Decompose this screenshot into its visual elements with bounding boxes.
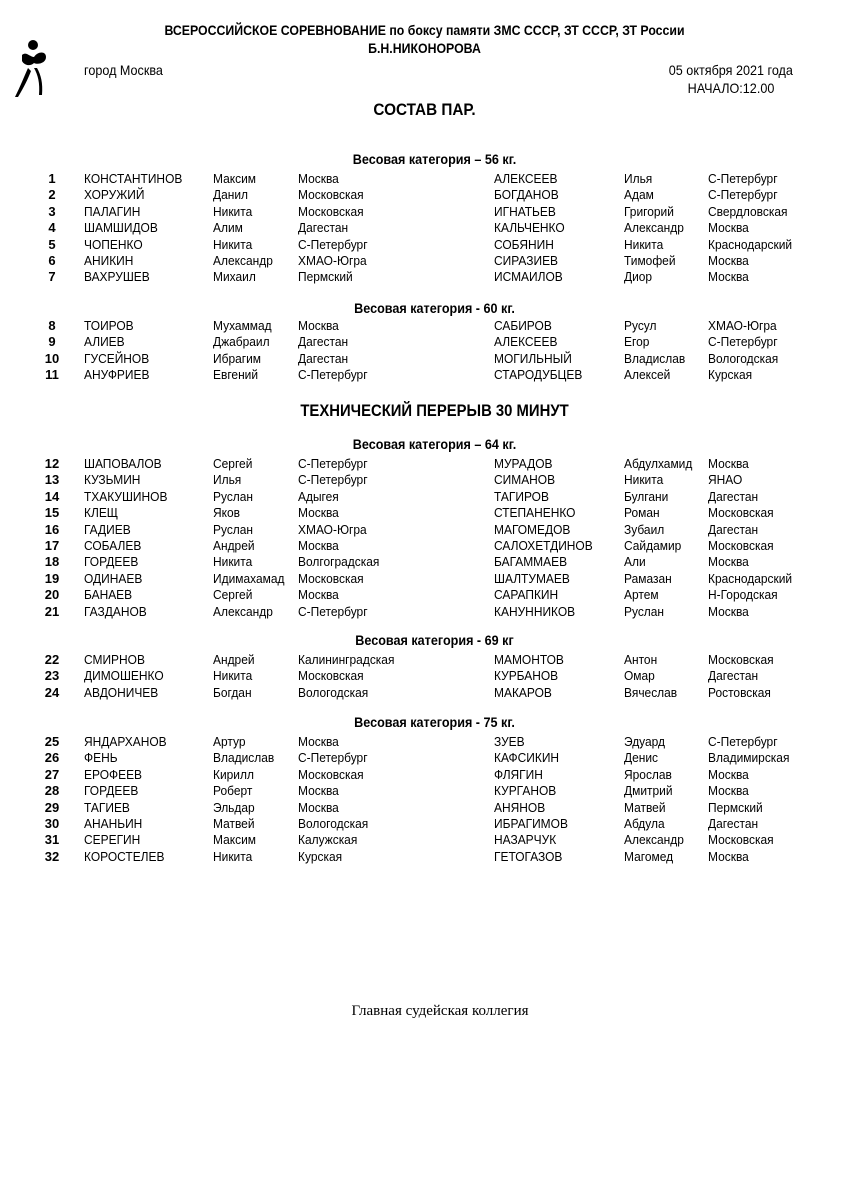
pair-number: 17 xyxy=(44,538,60,553)
blue-corner-region: С-Петербург xyxy=(708,334,778,350)
blue-corner-surname: ТАГИРОВ xyxy=(494,488,549,504)
blue-corner-name: Никита xyxy=(624,236,664,252)
red-corner-surname: ЯНДАРХАНОВ xyxy=(84,734,167,749)
red-corner-surname: ТОИРОВ xyxy=(84,318,134,333)
pair-row xyxy=(0,472,849,488)
blue-corner-region: Курская xyxy=(708,367,753,383)
red-corner-surname: ДИМОШЕНКО xyxy=(84,668,164,684)
red-corner-name: Богдан xyxy=(213,684,252,700)
red-corner-name: Матвей xyxy=(213,816,255,831)
blue-corner-name: Эдуард xyxy=(624,734,666,749)
blue-corner-name: Булгани xyxy=(624,488,669,504)
blue-corner-region: С-Петербург xyxy=(708,187,778,203)
red-corner-surname: ГАДИЕВ xyxy=(84,521,131,537)
blue-corner-surname: АНЯНОВ xyxy=(494,799,546,815)
pair-number: 7 xyxy=(48,269,56,285)
red-corner-region: Пермский xyxy=(298,269,353,285)
red-corner-region: С-Петербург xyxy=(298,603,368,619)
pair-row xyxy=(0,237,849,253)
red-corner-region: Москва xyxy=(298,783,339,799)
red-corner-name: Роберт xyxy=(213,783,253,799)
blue-corner-name: Али xyxy=(624,554,646,570)
blue-corner-region: Пермский xyxy=(708,799,763,815)
blue-corner-region: ЯНАО xyxy=(708,472,743,488)
blue-corner-surname: ИГНАТЬЕВ xyxy=(494,203,556,219)
red-corner-name: Алим xyxy=(213,220,243,236)
technical-break-notice: ТЕХНИЧЕСКИЙ ПЕРЕРЫВ 30 МИНУТ xyxy=(300,402,569,420)
red-corner-surname: ГОРДЕЕВ xyxy=(84,554,139,570)
pair-row xyxy=(0,456,849,472)
pair-number: 12 xyxy=(44,456,60,471)
red-corner-surname: ПАЛАГИН xyxy=(84,203,141,219)
red-corner-name: Михаил xyxy=(213,269,256,285)
red-corner-name: Яков xyxy=(213,505,241,521)
pair-row xyxy=(0,204,849,220)
pair-row xyxy=(0,849,849,865)
pair-number: 16 xyxy=(44,521,60,537)
blue-corner-surname: СИРАЗИЕВ xyxy=(494,253,559,268)
weight-category-heading: Весовая категория - 75 кг. xyxy=(354,714,515,730)
pair-number: 8 xyxy=(48,318,56,333)
footer-signature: Главная судейская коллегия xyxy=(351,1003,529,1019)
blue-corner-region: Дагестан xyxy=(708,521,759,537)
blue-corner-region: Московская xyxy=(708,538,774,553)
red-corner-region: С-Петербург xyxy=(298,472,368,488)
blue-corner-name: Абдулхамид xyxy=(624,456,693,471)
red-corner-surname: ГОРДЕЕВ xyxy=(84,783,139,799)
red-corner-region: Москва xyxy=(298,318,339,333)
red-corner-name: Руслан xyxy=(213,488,254,504)
competition-honoree: Б.Н.НИКОНОРОВА xyxy=(368,40,481,56)
blue-corner-surname: САЛОХЕТДИНОВ xyxy=(494,538,593,553)
blue-corner-surname: АЛЕКСЕЕВ xyxy=(494,334,558,350)
blue-corner-region: Москва xyxy=(708,766,749,782)
pair-number: 31 xyxy=(44,832,60,848)
blue-corner-surname: ГЕТОГАЗОВ xyxy=(494,848,563,864)
pair-row xyxy=(0,668,849,684)
blue-corner-surname: МАМОНТОВ xyxy=(494,652,564,667)
pair-number: 13 xyxy=(44,472,60,488)
red-corner-surname: ГУСЕЙНОВ xyxy=(84,350,150,366)
pair-number: 3 xyxy=(48,203,56,219)
red-corner-name: Александр xyxy=(213,603,273,619)
blue-corner-name: Руслан xyxy=(624,603,665,619)
red-corner-region: Курская xyxy=(298,848,343,864)
red-corner-surname: АВДОНИЧЕВ xyxy=(84,684,159,700)
red-corner-name: Евгений xyxy=(213,367,259,383)
pair-row xyxy=(0,538,849,554)
red-corner-region: Калужская xyxy=(298,832,358,848)
pair-row xyxy=(0,767,849,783)
pair-row xyxy=(0,783,849,799)
red-corner-surname: АНАНЬИН xyxy=(84,816,143,831)
blue-corner-name: Матвей xyxy=(624,799,666,815)
blue-corner-surname: АЛЕКСЕЕВ xyxy=(494,171,558,186)
pair-row xyxy=(0,652,849,668)
red-corner-region: ХМАО-Югра xyxy=(298,521,367,537)
red-corner-region: Московская xyxy=(298,187,364,203)
blue-corner-surname: КУРБАНОВ xyxy=(494,668,559,684)
red-corner-region: С-Петербург xyxy=(298,456,368,471)
blue-corner-surname: СТАРОДУБЦЕВ xyxy=(494,367,583,383)
blue-corner-name: Рамазан xyxy=(624,570,672,586)
red-corner-name: Никита xyxy=(213,848,253,864)
pair-row xyxy=(0,269,849,285)
red-corner-surname: ФЕНЬ xyxy=(84,750,118,766)
blue-corner-surname: КАНУННИКОВ xyxy=(494,603,576,619)
blue-corner-surname: СТЕПАНЕНКО xyxy=(494,505,576,521)
blue-corner-surname: ИСМАИЛОВ xyxy=(494,269,563,285)
red-corner-name: Никита xyxy=(213,236,253,252)
pair-row xyxy=(0,832,849,848)
blue-corner-surname: КАФСИКИН xyxy=(494,750,560,766)
pair-number: 22 xyxy=(44,652,60,667)
weight-category-heading: Весовая категория – 64 кг. xyxy=(352,436,517,452)
red-corner-surname: ЧОПЕНКО xyxy=(84,236,143,252)
blue-corner-name: Илья xyxy=(624,171,653,186)
red-corner-surname: ШАПОВАЛОВ xyxy=(84,456,162,471)
red-corner-name: Руслан xyxy=(213,521,254,537)
competition-title: ВСЕРОССИЙСКОЕ СОРЕВНОВАНИЕ по боксу памяти ЗМС СССР, ЗТ СССР, ЗТ России xyxy=(164,22,685,38)
blue-corner-surname: МОГИЛЬНЫЙ xyxy=(494,350,572,366)
pair-number: 6 xyxy=(48,253,56,268)
blue-corner-region: Владимирская xyxy=(708,750,790,766)
pair-row xyxy=(0,505,849,521)
pair-row xyxy=(0,800,849,816)
blue-corner-surname: СОБЯНИН xyxy=(494,236,554,252)
blue-corner-name: Ярослав xyxy=(624,766,672,782)
pair-number: 19 xyxy=(44,570,60,586)
red-corner-surname: ХОРУЖИЙ xyxy=(84,187,145,203)
blue-corner-region: Дагестан xyxy=(708,488,759,504)
red-corner-region: Москва xyxy=(298,505,339,521)
blue-corner-surname: МАКАРОВ xyxy=(494,684,552,700)
start-time: НАЧАЛО:12.00 xyxy=(687,80,774,96)
pair-number: 21 xyxy=(44,603,60,619)
weight-category-heading: Весовая категория - 69 кг xyxy=(355,632,514,648)
blue-corner-name: Тимофей xyxy=(624,253,676,268)
red-corner-region: Москва xyxy=(298,587,339,603)
pair-row xyxy=(0,587,849,603)
blue-corner-surname: ИБРАГИМОВ xyxy=(494,816,568,831)
blue-corner-region: Москва xyxy=(708,253,749,268)
blue-corner-region: Московская xyxy=(708,832,774,848)
red-corner-region: Дагестан xyxy=(298,220,349,236)
blue-corner-region: Дагестан xyxy=(708,816,759,831)
pair-row xyxy=(0,604,849,620)
red-corner-region: Москва xyxy=(298,538,339,553)
pair-number: 15 xyxy=(44,505,60,521)
pair-row xyxy=(0,734,849,750)
blue-corner-region: Москва xyxy=(708,603,749,619)
pair-row xyxy=(0,816,849,832)
red-corner-surname: ТАГИЕВ xyxy=(84,799,130,815)
pair-number: 27 xyxy=(44,766,60,782)
blue-corner-name: Вячеслав xyxy=(624,684,678,700)
red-corner-region: Дагестан xyxy=(298,350,349,366)
blue-corner-surname: КУРГАНОВ xyxy=(494,783,557,799)
red-corner-surname: КУЗЬМИН xyxy=(84,472,141,488)
pair-number: 9 xyxy=(48,334,56,350)
pair-number: 32 xyxy=(44,848,60,864)
blue-corner-region: Москва xyxy=(708,554,749,570)
red-corner-surname: КОНСТАНТИНОВ xyxy=(84,171,183,186)
blue-corner-name: Адам xyxy=(624,187,654,203)
blue-corner-region: Москва xyxy=(708,269,749,285)
pair-number: 5 xyxy=(48,236,56,252)
pair-number: 2 xyxy=(48,187,56,203)
blue-corner-surname: БАГАММАЕВ xyxy=(494,554,568,570)
blue-corner-name: Александр xyxy=(624,832,684,848)
blue-corner-name: Денис xyxy=(624,750,659,766)
pair-number: 11 xyxy=(45,367,59,383)
pair-number: 23 xyxy=(44,668,60,684)
red-corner-name: Никита xyxy=(213,203,253,219)
blue-corner-surname: МАГОМЕДОВ xyxy=(494,521,571,537)
event-date: 05 октября 2021 года xyxy=(668,62,793,78)
red-corner-surname: КЛЕЩ xyxy=(84,505,119,521)
pair-row xyxy=(0,220,849,236)
pair-number: 28 xyxy=(44,783,60,799)
pair-row xyxy=(0,351,849,367)
red-corner-surname: АЛИЕВ xyxy=(84,334,125,350)
blue-corner-region: С-Петербург xyxy=(708,171,778,186)
blue-corner-surname: ШАЛТУМАЕВ xyxy=(494,570,570,586)
blue-corner-region: Свердловская xyxy=(708,203,788,219)
red-corner-region: Волгоградская xyxy=(298,554,380,570)
red-corner-region: С-Петербург xyxy=(298,367,368,383)
red-corner-region: Москва xyxy=(298,171,339,186)
blue-corner-region: Н-Городская xyxy=(708,587,778,603)
red-corner-name: Максим xyxy=(213,171,257,186)
blue-corner-region: Москва xyxy=(708,848,749,864)
red-corner-name: Сергей xyxy=(213,587,253,603)
pair-row xyxy=(0,187,849,203)
red-corner-name: Никита xyxy=(213,668,253,684)
pair-row xyxy=(0,750,849,766)
red-corner-surname: ВАХРУШЕВ xyxy=(84,269,150,285)
blue-corner-name: Никита xyxy=(624,472,664,488)
blue-corner-surname: БОГДАНОВ xyxy=(494,187,559,203)
blue-corner-surname: НАЗАРЧУК xyxy=(494,832,557,848)
red-corner-surname: СЕРЕГИН xyxy=(84,832,141,848)
blue-corner-name: Алексей xyxy=(624,367,671,383)
pair-row xyxy=(0,367,849,383)
red-corner-region: Московская xyxy=(298,766,364,782)
blue-corner-region: Краснодарский xyxy=(708,570,793,586)
red-corner-surname: СМИРНОВ xyxy=(84,652,145,667)
blue-corner-name: Русул xyxy=(624,318,657,333)
blue-corner-region: Москва xyxy=(708,783,749,799)
red-corner-name: Максим xyxy=(213,832,257,848)
blue-corner-region: Дагестан xyxy=(708,668,759,684)
red-corner-region: Калининградская xyxy=(298,652,395,667)
blue-corner-name: Омар xyxy=(624,668,655,684)
pair-row xyxy=(0,171,849,187)
red-corner-name: Владислав xyxy=(213,750,275,766)
red-corner-name: Джабраил xyxy=(213,334,270,350)
pair-row xyxy=(0,318,849,334)
pair-number: 20 xyxy=(44,587,60,603)
blue-corner-name: Григорий xyxy=(624,203,674,219)
blue-corner-region: Москва xyxy=(708,456,749,471)
pair-row xyxy=(0,685,849,701)
blue-corner-name: Артем xyxy=(624,587,659,603)
red-corner-surname: ГАЗДАНОВ xyxy=(84,603,147,619)
red-corner-name: Андрей xyxy=(213,652,255,667)
blue-corner-name: Александр xyxy=(624,220,684,236)
red-corner-surname: ЕРОФЕЕВ xyxy=(84,766,143,782)
red-corner-surname: БАНАЕВ xyxy=(84,587,133,603)
red-corner-name: Никита xyxy=(213,554,253,570)
red-corner-region: Москва xyxy=(298,734,339,749)
pair-number: 18 xyxy=(44,554,60,570)
city-label: город Москва xyxy=(84,62,163,78)
red-corner-name: Идимахамад xyxy=(213,570,285,586)
page-title: СОСТАВ ПАР. xyxy=(373,100,476,119)
red-corner-region: С-Петербург xyxy=(298,236,368,252)
blue-corner-surname: ФЛЯГИН xyxy=(494,766,543,782)
pair-number: 4 xyxy=(48,220,56,236)
red-corner-region: Москва xyxy=(298,799,339,815)
pair-row xyxy=(0,334,849,350)
pair-number: 26 xyxy=(44,750,60,766)
red-corner-region: Московская xyxy=(298,668,364,684)
blue-corner-region: Ростовская xyxy=(708,684,771,700)
red-corner-name: Илья xyxy=(213,472,242,488)
pair-number: 29 xyxy=(44,799,60,815)
weight-category-heading: Весовая категория - 60 кг. xyxy=(354,300,515,316)
pair-row xyxy=(0,489,849,505)
pair-number: 25 xyxy=(44,734,60,749)
red-corner-name: Андрей xyxy=(213,538,255,553)
blue-corner-name: Диор xyxy=(624,269,653,285)
blue-corner-region: ХМАО-Югра xyxy=(708,318,777,333)
blue-corner-region: С-Петербург xyxy=(708,734,778,749)
red-corner-surname: ТХАКУШИНОВ xyxy=(84,488,168,504)
blue-corner-name: Абдула xyxy=(624,816,665,831)
red-corner-surname: АНУФРИЕВ xyxy=(84,367,150,383)
red-corner-region: Адыгея xyxy=(298,488,339,504)
blue-corner-region: Краснодарский xyxy=(708,236,793,252)
red-corner-name: Александр xyxy=(213,253,273,268)
red-corner-surname: КОРОСТЕЛЕВ xyxy=(84,848,165,864)
blue-corner-surname: ЗУЕВ xyxy=(494,734,525,749)
red-corner-name: Кирилл xyxy=(213,766,254,782)
pair-number: 30 xyxy=(44,816,60,831)
blue-corner-name: Дмитрий xyxy=(624,783,673,799)
red-corner-region: ХМАО-Югра xyxy=(298,253,367,268)
red-corner-region: Московская xyxy=(298,570,364,586)
red-corner-region: С-Петербург xyxy=(298,750,368,766)
blue-corner-surname: КАЛЬЧЕНКО xyxy=(494,220,565,236)
blue-corner-surname: САРАПКИН xyxy=(494,587,559,603)
blue-corner-region: Москва xyxy=(708,220,749,236)
red-corner-surname: СОБАЛЕВ xyxy=(84,538,142,553)
pair-row xyxy=(0,522,849,538)
pair-number: 1 xyxy=(48,171,56,186)
blue-corner-surname: САБИРОВ xyxy=(494,318,552,333)
blue-corner-name: Роман xyxy=(624,505,660,521)
red-corner-name: Эльдар xyxy=(213,799,255,815)
blue-corner-region: Вологодская xyxy=(708,350,779,366)
blue-corner-name: Владислав xyxy=(624,350,686,366)
red-corner-region: Московская xyxy=(298,203,364,219)
red-corner-name: Данил xyxy=(213,187,249,203)
blue-corner-name: Магомед xyxy=(624,848,674,864)
blue-corner-surname: СИМАНОВ xyxy=(494,472,556,488)
boxer-pictogram-icon xyxy=(12,37,52,99)
pair-number: 10 xyxy=(44,350,60,366)
weight-category-heading: Весовая категория – 56 кг. xyxy=(352,151,517,167)
red-corner-name: Артур xyxy=(213,734,246,749)
pair-row xyxy=(0,253,849,269)
blue-corner-surname: МУРАДОВ xyxy=(494,456,553,471)
red-corner-region: Дагестан xyxy=(298,334,349,350)
pair-row xyxy=(0,571,849,587)
red-corner-name: Мухаммад xyxy=(213,318,272,333)
blue-corner-name: Антон xyxy=(624,652,658,667)
blue-corner-name: Сайдамир xyxy=(624,538,682,553)
red-corner-surname: АНИКИН xyxy=(84,253,134,268)
red-corner-name: Ибрагим xyxy=(213,350,262,366)
pair-number: 14 xyxy=(44,488,60,504)
blue-corner-region: Московская xyxy=(708,652,774,667)
red-corner-surname: ОДИНАЕВ xyxy=(84,570,143,586)
red-corner-region: Вологодская xyxy=(298,684,369,700)
pair-row xyxy=(0,554,849,570)
blue-corner-region: Московская xyxy=(708,505,774,521)
pair-number: 24 xyxy=(44,684,60,700)
red-corner-name: Сергей xyxy=(213,456,253,471)
red-corner-region: Вологодская xyxy=(298,816,369,831)
blue-corner-name: Егор xyxy=(624,334,650,350)
blue-corner-name: Зубаил xyxy=(624,521,665,537)
red-corner-surname: ШАМШИДОВ xyxy=(84,220,158,236)
